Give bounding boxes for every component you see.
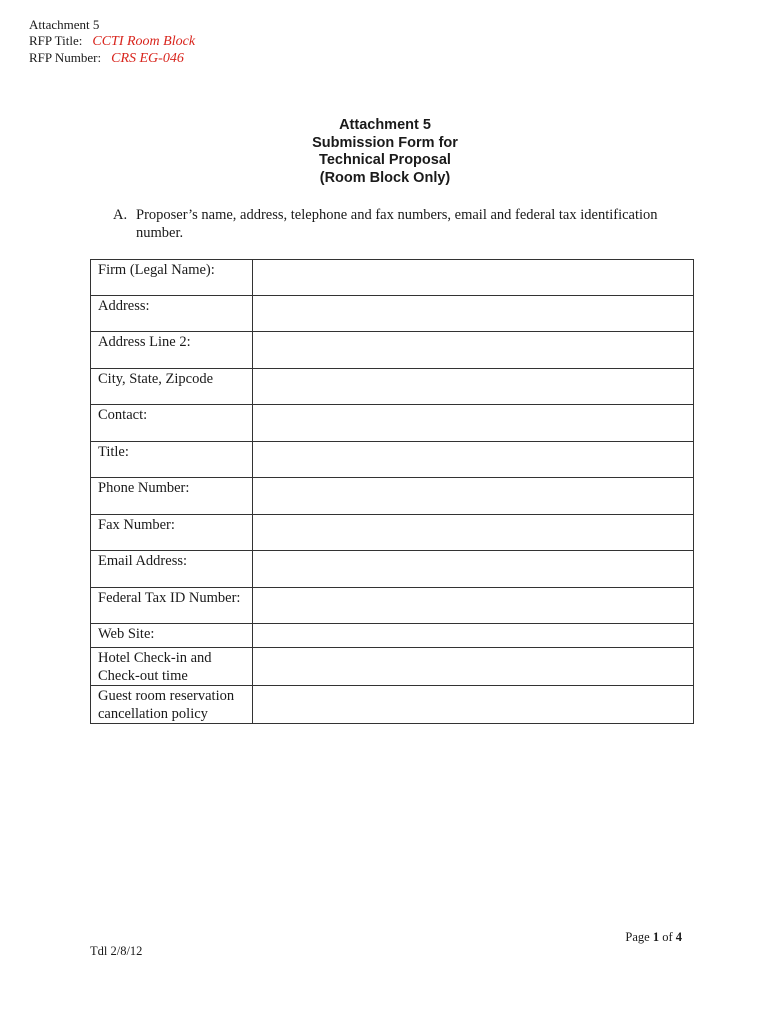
- rfp-title-line: [29, 33, 195, 50]
- form-row-field[interactable]: [253, 648, 694, 686]
- form-row: [91, 296, 694, 332]
- form-row-field[interactable]: [253, 624, 694, 648]
- form-row-label: Contact:: [91, 405, 253, 442]
- form-row-label: Web Site:: [91, 624, 253, 648]
- page-total: 4: [675, 930, 682, 944]
- attachment-line: Attachment 5: [29, 17, 100, 32]
- form-row-field[interactable]: [253, 478, 694, 515]
- form-row-field[interactable]: [253, 515, 694, 551]
- form-row-label: Title:: [91, 442, 253, 478]
- page-current: 1: [652, 930, 660, 944]
- form-row-field[interactable]: [253, 551, 694, 588]
- page-prefix: Page: [625, 930, 653, 944]
- form-row: [91, 624, 694, 648]
- section-a: [113, 206, 693, 242]
- form-row-field[interactable]: [253, 296, 694, 332]
- form-row: [91, 478, 694, 515]
- page-of: of: [659, 930, 676, 944]
- form-row-label: Fax Number:: [91, 515, 253, 551]
- form-row: [91, 260, 694, 296]
- form-row-field[interactable]: [253, 332, 694, 369]
- form-row-label: City, State, Zipcode: [91, 369, 253, 405]
- rfp-number-value: CRS EG-046: [111, 51, 184, 66]
- form-row-field[interactable]: [253, 405, 694, 442]
- document-title: [0, 117, 770, 187]
- section-text: Proposer’s name, address, telephone and fax numbers, email and federal tax identification number.: [136, 207, 658, 241]
- form-row-field[interactable]: [253, 442, 694, 478]
- rfp-title-value: CCTI Room Block: [92, 34, 196, 49]
- form-row: [91, 588, 694, 624]
- footer-doc-id: Tdl 2/8/12: [90, 944, 143, 958]
- rfp-title-label: RFP Title:: [29, 33, 83, 48]
- form-row-label: Guest room reservation cancellation policy: [91, 686, 253, 724]
- title-line-3: Technical Proposal: [319, 152, 451, 169]
- form-row-field[interactable]: [253, 588, 694, 624]
- title-line-2: Submission Form for: [312, 134, 458, 151]
- form-row-field[interactable]: [253, 260, 694, 296]
- form-row-field[interactable]: [253, 369, 694, 405]
- form-row-field[interactable]: [253, 686, 694, 724]
- page-number: [625, 930, 682, 945]
- form-row: [91, 686, 694, 724]
- form-row: [91, 332, 694, 369]
- form-row-label: Phone Number:: [91, 478, 253, 515]
- form-row: [91, 369, 694, 405]
- rfp-number-line: [29, 50, 184, 67]
- title-line-4: (Room Block Only): [319, 169, 451, 186]
- form-row-label: Federal Tax ID Number:: [91, 588, 253, 624]
- form-row-label: Address Line 2:: [91, 332, 253, 369]
- rfp-number-label: RFP Number:: [29, 50, 102, 65]
- form-row: [91, 405, 694, 442]
- form-row-label: Address:: [91, 296, 253, 332]
- form-row: [91, 515, 694, 551]
- form-row: [91, 648, 694, 686]
- form-row: [91, 551, 694, 588]
- form-row-label: Hotel Check-in and Check-out time: [91, 648, 253, 686]
- form-row-label: Firm (Legal Name):: [91, 260, 253, 296]
- title-line-1: Attachment 5: [339, 117, 431, 133]
- section-letter: A.: [113, 207, 128, 223]
- form-row: [91, 442, 694, 478]
- proposer-info-table: [90, 259, 694, 724]
- form-row-label: Email Address:: [91, 551, 253, 588]
